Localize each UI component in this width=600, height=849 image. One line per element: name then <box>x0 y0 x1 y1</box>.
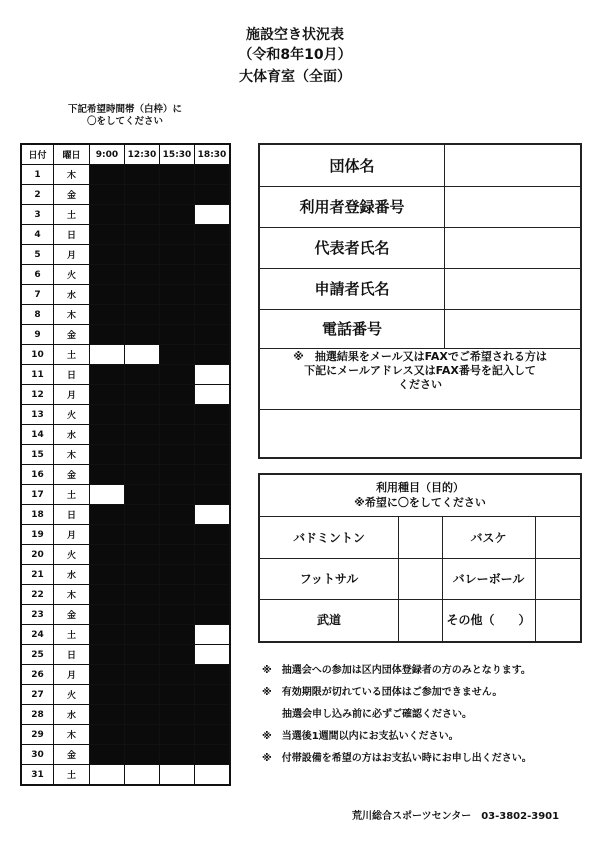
schedule-row <box>21 605 230 625</box>
purpose-futsal: フットサル <box>299 572 359 586</box>
slot-unavailable <box>90 425 125 445</box>
row-day: 1 <box>21 165 54 185</box>
slot-unavailable <box>160 245 195 265</box>
slot-unavailable <box>90 285 125 305</box>
row-weekday: 木 <box>54 725 90 745</box>
schedule-row <box>21 645 230 665</box>
slot-unavailable <box>90 185 125 205</box>
schedule-row <box>21 725 230 745</box>
schedule-row <box>21 545 230 565</box>
slot-unavailable <box>125 645 160 665</box>
group-name-field[interactable] <box>445 145 580 186</box>
slot-unavailable <box>160 305 195 325</box>
slot-unavailable <box>90 685 125 705</box>
slot-available[interactable] <box>195 205 231 225</box>
slot-unavailable <box>125 465 160 485</box>
slot-unavailable <box>125 185 160 205</box>
slot-unavailable <box>90 325 125 345</box>
row-weekday: 火 <box>54 405 90 425</box>
slot-unavailable <box>125 725 160 745</box>
slot-unavailable <box>90 605 125 625</box>
applicant-name-field[interactable] <box>445 268 580 309</box>
row-day: 4 <box>21 225 54 245</box>
slot-unavailable <box>160 665 195 685</box>
slot-unavailable <box>160 405 195 425</box>
row-weekday: 水 <box>54 565 90 585</box>
slot-unavailable <box>90 225 125 245</box>
purpose-other-mark[interactable] <box>535 599 580 640</box>
form-row-applicant <box>260 268 580 310</box>
row-weekday: 金 <box>54 605 90 625</box>
slot-unavailable <box>160 505 195 525</box>
contact-field[interactable] <box>260 411 580 455</box>
slot-unavailable <box>90 305 125 325</box>
slot-unavailable <box>125 365 160 385</box>
row-weekday: 金 <box>54 465 90 485</box>
schedule-row <box>21 685 230 705</box>
slot-available[interactable] <box>90 765 125 786</box>
row-weekday: 土 <box>54 485 90 505</box>
slot-available[interactable] <box>160 765 195 786</box>
note-item: ※ 有効期限が切れている団体はご参加できません。 <box>262 687 503 698</box>
slot-unavailable <box>160 685 195 705</box>
slot-unavailable <box>195 345 231 365</box>
schedule-row <box>21 325 230 345</box>
form-row-representative <box>260 227 580 269</box>
header-slot-1530: 15:30 <box>160 144 195 165</box>
slot-available[interactable] <box>125 765 160 786</box>
slot-unavailable <box>90 205 125 225</box>
slot-unavailable <box>160 725 195 745</box>
header-weekday: 曜日 <box>54 144 90 165</box>
row-day: 8 <box>21 305 54 325</box>
row-day: 29 <box>21 725 54 745</box>
row-day: 20 <box>21 545 54 565</box>
slot-unavailable <box>160 645 195 665</box>
slot-unavailable <box>90 645 125 665</box>
instruction-line-1: 下記希望時間帯（白枠）に <box>67 104 182 115</box>
slot-unavailable <box>160 285 195 305</box>
header-day: 日付 <box>21 144 54 165</box>
schedule-row <box>21 565 230 585</box>
slot-available[interactable] <box>90 345 125 365</box>
slot-unavailable <box>90 465 125 485</box>
purpose-title-line-2: ※希望に〇をしてください <box>354 496 486 509</box>
row-day: 2 <box>21 185 54 205</box>
row-day: 6 <box>21 265 54 285</box>
row-weekday: 火 <box>54 685 90 705</box>
slot-unavailable <box>160 205 195 225</box>
slot-unavailable <box>160 445 195 465</box>
schedule-row <box>21 285 230 305</box>
slot-unavailable <box>125 265 160 285</box>
slot-unavailable <box>195 665 231 685</box>
row-weekday: 木 <box>54 445 90 465</box>
row-day: 7 <box>21 285 54 305</box>
slot-unavailable <box>195 285 231 305</box>
notes-list <box>262 660 532 770</box>
slot-unavailable <box>125 225 160 245</box>
slot-unavailable <box>90 705 125 725</box>
representative-name-field[interactable] <box>445 227 580 268</box>
schedule-row <box>21 225 230 245</box>
row-day: 26 <box>21 665 54 685</box>
sheet-period: （令和8年10月） <box>238 47 352 63</box>
slot-unavailable <box>90 165 125 185</box>
schedule-row <box>21 465 230 485</box>
schedule-row <box>21 245 230 265</box>
slot-unavailable <box>195 605 231 625</box>
slot-unavailable <box>125 545 160 565</box>
row-weekday: 木 <box>54 165 90 185</box>
schedule-row <box>21 765 230 786</box>
schedule-row <box>21 705 230 725</box>
slot-unavailable <box>125 665 160 685</box>
row-day: 11 <box>21 365 54 385</box>
slot-unavailable <box>125 285 160 305</box>
purpose-grid <box>260 517 580 641</box>
slot-unavailable <box>195 305 231 325</box>
contact-note-line-1: ※ 抽選結果をメール又はFAXでご希望される方は <box>293 350 547 363</box>
row-weekday: 水 <box>54 425 90 445</box>
purpose-form <box>258 473 582 643</box>
slot-unavailable <box>125 605 160 625</box>
row-weekday: 火 <box>54 265 90 285</box>
schedule-row <box>21 405 230 425</box>
slot-unavailable <box>160 265 195 285</box>
purpose-title-line-1: 利用種目（目的） <box>376 481 464 494</box>
row-day: 16 <box>21 465 54 485</box>
slot-unavailable <box>160 385 195 405</box>
slot-unavailable <box>125 745 160 765</box>
slot-unavailable <box>125 325 160 345</box>
slot-unavailable <box>195 265 231 285</box>
slot-unavailable <box>125 485 160 505</box>
schedule-row <box>21 525 230 545</box>
purpose-martial-arts: 武道 <box>316 613 341 627</box>
row-day: 19 <box>21 525 54 545</box>
slot-unavailable <box>160 745 195 765</box>
slot-unavailable <box>195 225 231 245</box>
instruction-line-2: 〇をしてください <box>86 116 163 127</box>
schedule-row <box>21 425 230 445</box>
availability-table <box>20 143 231 786</box>
slot-unavailable <box>195 485 231 505</box>
form-row-registration-number <box>260 186 580 228</box>
slot-unavailable <box>195 545 231 565</box>
form-row-phone <box>260 309 580 349</box>
slot-available[interactable] <box>195 505 231 525</box>
slot-unavailable <box>125 705 160 725</box>
purpose-badminton: バドミントン <box>293 531 365 545</box>
slot-unavailable <box>90 745 125 765</box>
slot-unavailable <box>160 465 195 485</box>
slot-unavailable <box>90 565 125 585</box>
row-weekday: 金 <box>54 745 90 765</box>
slot-unavailable <box>90 385 125 405</box>
row-day: 5 <box>21 245 54 265</box>
schedule-row <box>21 485 230 505</box>
row-weekday: 金 <box>54 185 90 205</box>
row-day: 18 <box>21 505 54 525</box>
slot-unavailable <box>195 585 231 605</box>
slot-unavailable <box>125 385 160 405</box>
registration-number-field[interactable] <box>445 186 580 227</box>
row-day: 9 <box>21 325 54 345</box>
phone-label: 電話番号 <box>260 309 445 348</box>
row-weekday: 土 <box>54 345 90 365</box>
contact-divider <box>260 409 580 410</box>
slot-available[interactable] <box>195 385 231 405</box>
row-weekday: 月 <box>54 525 90 545</box>
row-weekday: 土 <box>54 625 90 645</box>
contact-note-line-3: ください <box>398 378 442 391</box>
row-weekday: 日 <box>54 225 90 245</box>
header-slot-0900: 9:00 <box>90 144 125 165</box>
registration-number-label: 利用者登録番号 <box>260 186 445 227</box>
note-item: ※ 付帯設備を希望の方はお支払い時にお申し出ください。 <box>262 753 532 764</box>
row-day: 10 <box>21 345 54 365</box>
slot-unavailable <box>125 625 160 645</box>
row-weekday: 日 <box>54 645 90 665</box>
slot-unavailable <box>160 225 195 245</box>
slot-available[interactable] <box>195 765 231 786</box>
slot-unavailable <box>160 585 195 605</box>
footer-contact: 荒川総合スポーツセンター 03-3802-3901 <box>352 811 560 822</box>
slot-unavailable <box>90 265 125 285</box>
slot-unavailable <box>90 585 125 605</box>
row-weekday: 月 <box>54 385 90 405</box>
purpose-volleyball: バレーボール <box>452 572 525 586</box>
slot-unavailable <box>160 705 195 725</box>
row-day: 22 <box>21 585 54 605</box>
purpose-other: その他（ ） <box>446 613 531 627</box>
schedule-row <box>21 165 230 185</box>
slot-unavailable <box>160 165 195 185</box>
note-item: ※ 当選後1週間以内にお支払いください。 <box>262 731 459 742</box>
slot-unavailable <box>195 565 231 585</box>
form-row-group-name <box>260 145 580 187</box>
slot-unavailable <box>195 245 231 265</box>
schedule-row <box>21 265 230 285</box>
slot-unavailable <box>90 525 125 545</box>
schedule-row <box>21 585 230 605</box>
note-item: ※ 抽選会への参加は区内団体登録者の方のみとなります。 <box>262 665 531 676</box>
purpose-martial-arts-mark[interactable] <box>398 599 442 640</box>
slot-unavailable <box>90 505 125 525</box>
slot-unavailable <box>90 365 125 385</box>
slot-unavailable <box>195 685 231 705</box>
contact-note-line-2: 下記にメールアドレス又はFAX番号を記入して <box>304 364 536 377</box>
slot-unavailable <box>90 445 125 465</box>
phone-field[interactable] <box>445 309 580 348</box>
slot-unavailable <box>125 305 160 325</box>
row-day: 13 <box>21 405 54 425</box>
row-day: 25 <box>21 645 54 665</box>
row-day: 24 <box>21 625 54 645</box>
row-weekday: 火 <box>54 545 90 565</box>
slot-unavailable <box>160 365 195 385</box>
row-weekday: 月 <box>54 245 90 265</box>
slot-unavailable <box>160 185 195 205</box>
slot-unavailable <box>195 405 231 425</box>
purpose-basketball: バスケ <box>470 531 507 545</box>
header-slot-1830: 18:30 <box>195 144 231 165</box>
slot-unavailable <box>125 565 160 585</box>
slot-unavailable <box>125 445 160 465</box>
slot-unavailable <box>195 425 231 445</box>
slot-unavailable <box>160 345 195 365</box>
row-day: 21 <box>21 565 54 585</box>
purpose-volleyball-mark[interactable] <box>535 558 580 599</box>
schedule-row <box>21 385 230 405</box>
applicant-form <box>258 143 582 459</box>
row-weekday: 木 <box>54 305 90 325</box>
schedule-row <box>21 345 230 365</box>
row-weekday: 日 <box>54 505 90 525</box>
row-weekday: 金 <box>54 325 90 345</box>
schedule-row <box>21 365 230 385</box>
row-day: 31 <box>21 765 54 786</box>
slot-available[interactable] <box>195 365 231 385</box>
slot-unavailable <box>195 185 231 205</box>
slot-unavailable <box>125 165 160 185</box>
row-day: 3 <box>21 205 54 225</box>
schedule-row <box>21 185 230 205</box>
slot-unavailable <box>125 205 160 225</box>
slot-unavailable <box>195 465 231 485</box>
header-slot-1230: 12:30 <box>125 144 160 165</box>
slot-unavailable <box>160 485 195 505</box>
note-item: 抽選会申し込み前に必ずご確認ください。 <box>262 709 472 720</box>
sheet-facility: 大体育室（全面） <box>239 69 351 85</box>
slot-unavailable <box>125 245 160 265</box>
slot-unavailable <box>90 545 125 565</box>
slot-available[interactable] <box>90 485 125 505</box>
availability-body <box>21 165 230 786</box>
slot-unavailable <box>90 725 125 745</box>
row-day: 30 <box>21 745 54 765</box>
slot-available[interactable] <box>125 345 160 365</box>
representative-name-label: 代表者氏名 <box>260 227 445 268</box>
schedule-row <box>21 205 230 225</box>
slot-unavailable <box>160 425 195 445</box>
slot-unavailable <box>125 505 160 525</box>
row-weekday: 日 <box>54 365 90 385</box>
schedule-row <box>21 305 230 325</box>
slot-unavailable <box>195 325 231 345</box>
row-weekday: 土 <box>54 765 90 786</box>
slot-unavailable <box>90 245 125 265</box>
slot-unavailable <box>125 405 160 425</box>
slot-unavailable <box>195 745 231 765</box>
schedule-row <box>21 745 230 765</box>
contact-note <box>260 350 580 392</box>
slot-available[interactable] <box>195 625 231 645</box>
slot-available[interactable] <box>195 645 231 665</box>
schedule-row <box>21 445 230 465</box>
row-weekday: 水 <box>54 285 90 305</box>
slot-unavailable <box>160 625 195 645</box>
purpose-title <box>260 475 580 517</box>
row-day: 17 <box>21 485 54 505</box>
schedule-row <box>21 665 230 685</box>
slot-unavailable <box>195 525 231 545</box>
slot-unavailable <box>160 525 195 545</box>
schedule-row <box>21 625 230 645</box>
row-day: 23 <box>21 605 54 625</box>
slot-unavailable <box>125 685 160 705</box>
row-weekday: 木 <box>54 585 90 605</box>
sheet-title: 施設空き状況表 <box>246 27 344 43</box>
slot-unavailable <box>90 405 125 425</box>
slot-unavailable <box>160 605 195 625</box>
row-weekday: 土 <box>54 205 90 225</box>
purpose-badminton-mark[interactable] <box>398 517 442 558</box>
row-day: 12 <box>21 385 54 405</box>
slot-unavailable <box>125 425 160 445</box>
purpose-futsal-mark[interactable] <box>398 558 442 599</box>
slot-unavailable <box>90 625 125 645</box>
row-weekday: 月 <box>54 665 90 685</box>
group-name-label: 団体名 <box>260 145 445 186</box>
slot-unavailable <box>125 525 160 545</box>
slot-unavailable <box>195 165 231 185</box>
purpose-basketball-mark[interactable] <box>535 517 580 558</box>
slot-unavailable <box>195 725 231 745</box>
slot-unavailable <box>195 445 231 465</box>
applicant-name-label: 申請者氏名 <box>260 268 445 309</box>
slot-unavailable <box>160 545 195 565</box>
availability-header-row <box>21 144 230 165</box>
row-weekday: 水 <box>54 705 90 725</box>
slot-unavailable <box>195 705 231 725</box>
row-day: 28 <box>21 705 54 725</box>
row-day: 14 <box>21 425 54 445</box>
slot-unavailable <box>125 585 160 605</box>
row-day: 15 <box>21 445 54 465</box>
row-day: 27 <box>21 685 54 705</box>
schedule-row <box>21 505 230 525</box>
slot-unavailable <box>160 325 195 345</box>
slot-unavailable <box>90 665 125 685</box>
slot-unavailable <box>160 565 195 585</box>
